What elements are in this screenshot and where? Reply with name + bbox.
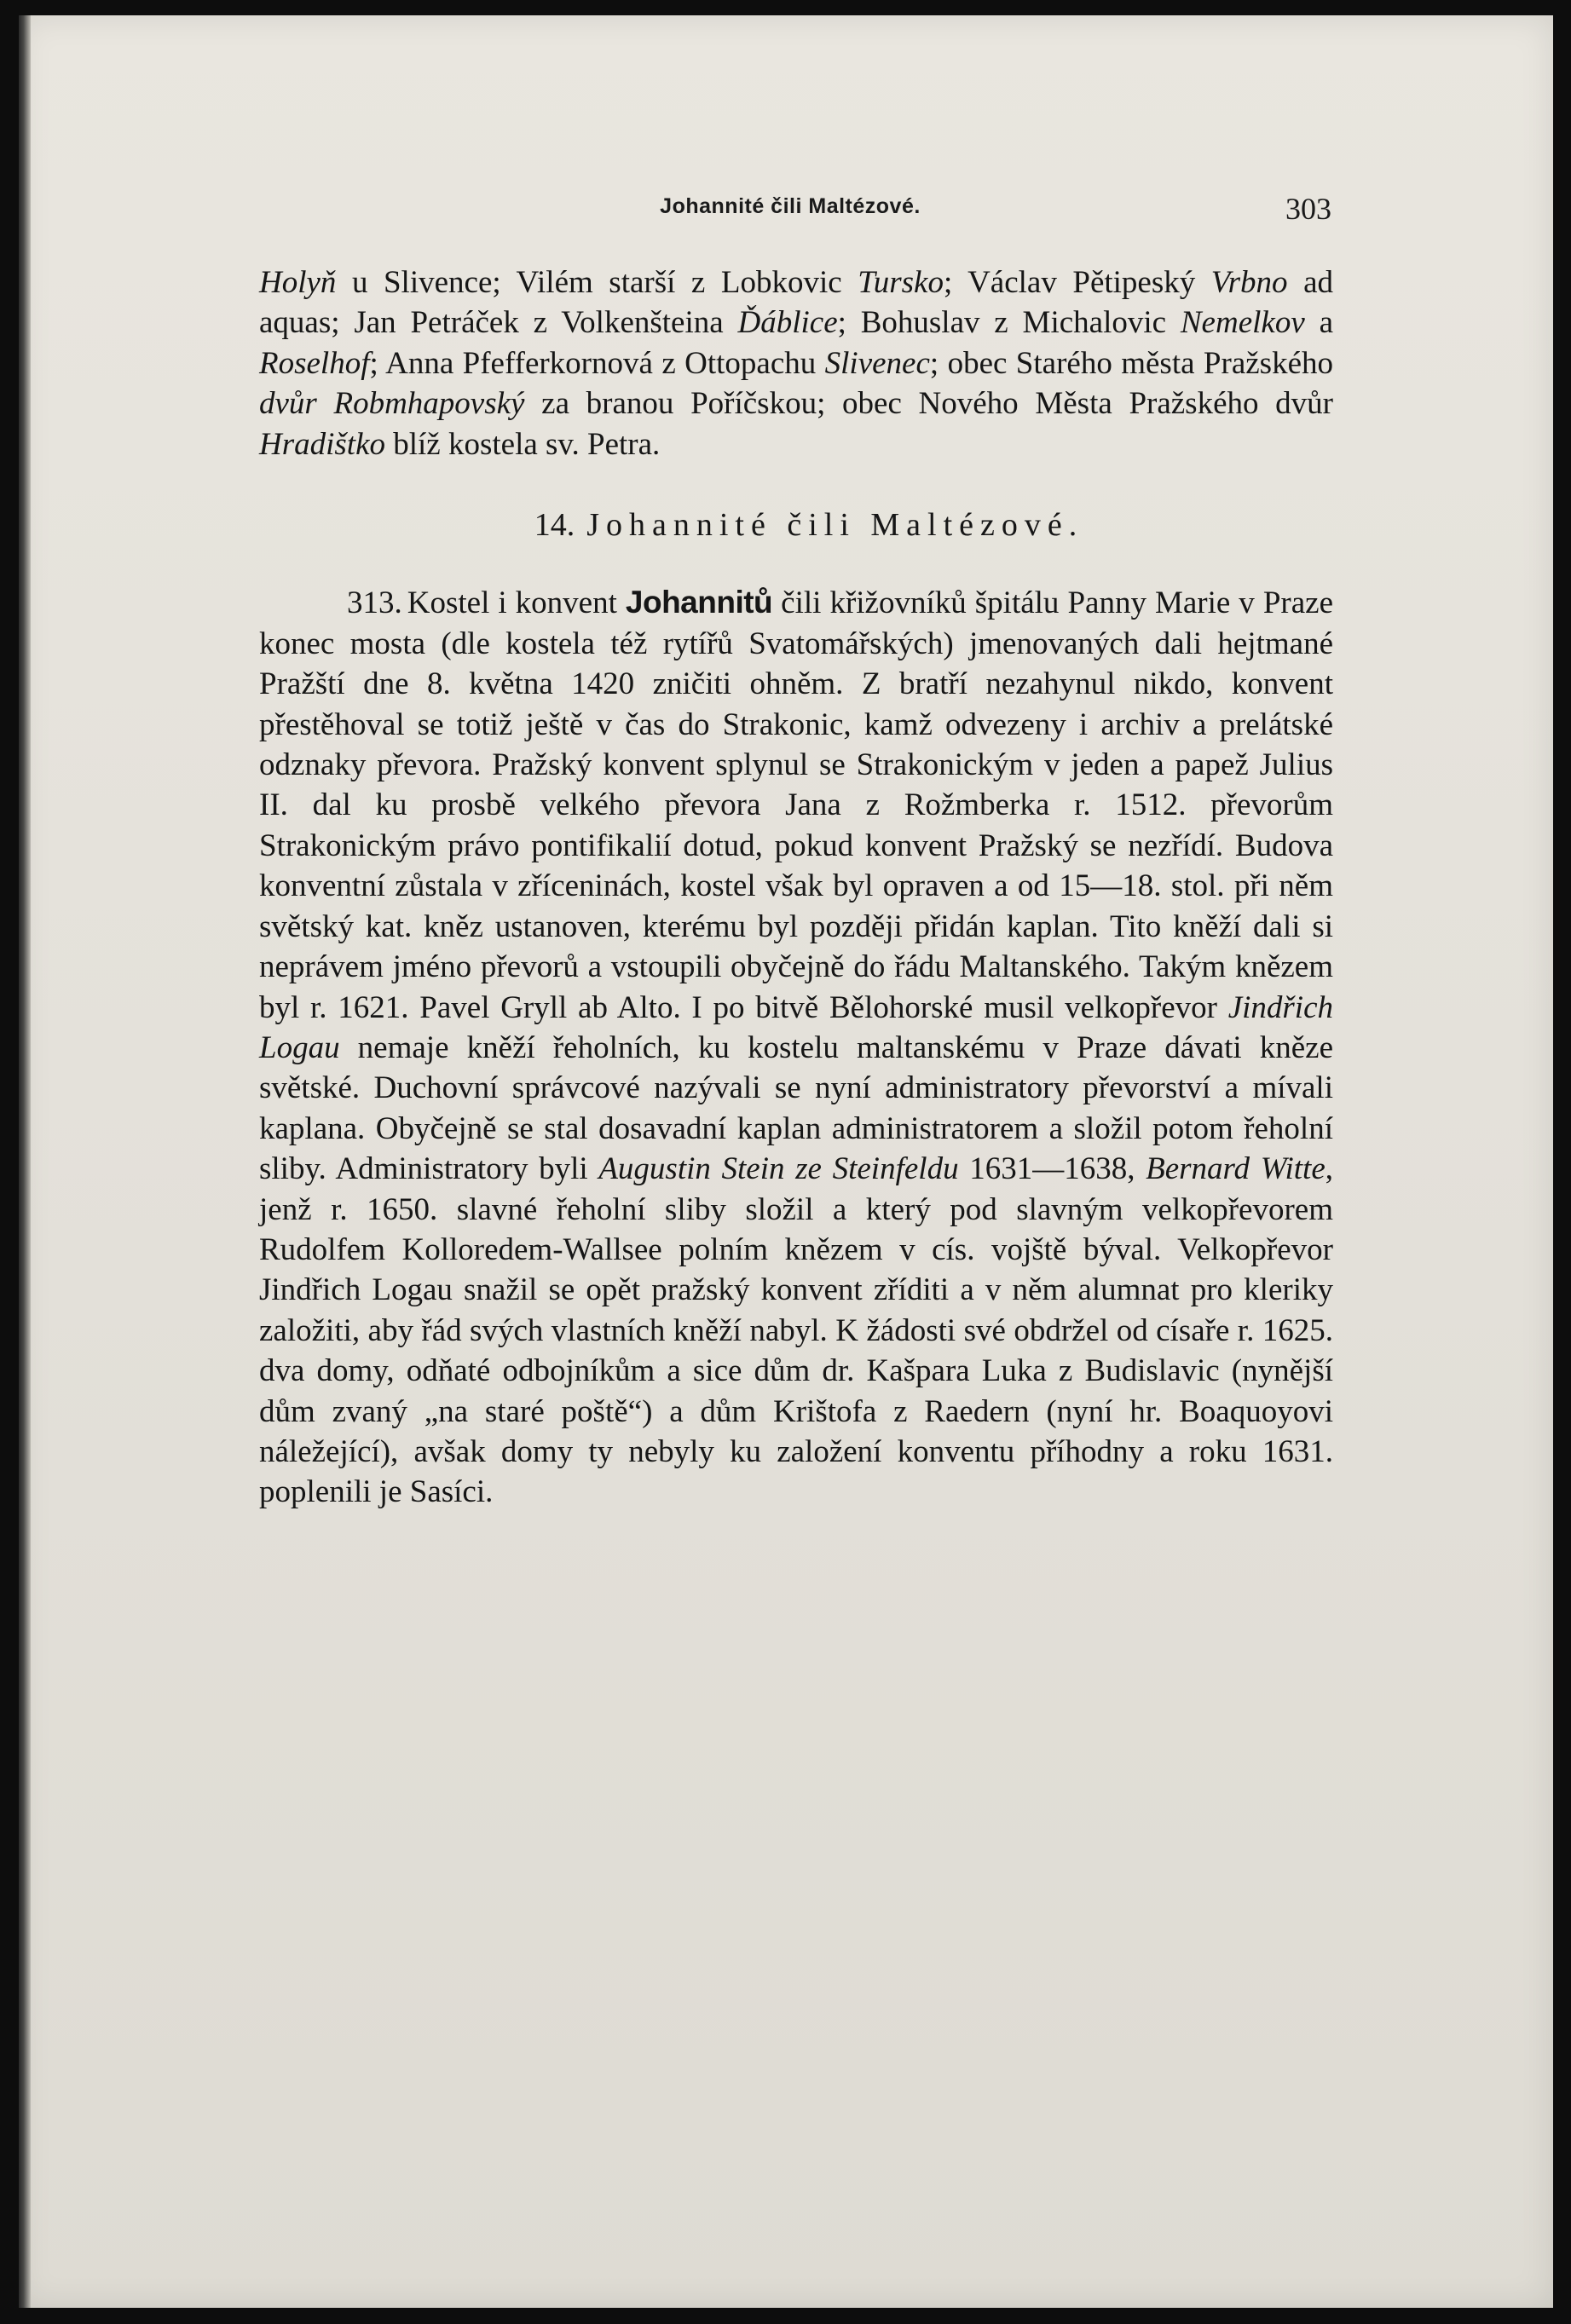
paragraph-number: 313. <box>347 585 402 621</box>
place-name: Roselhof <box>259 345 370 381</box>
continued-paragraph <box>259 262 1333 464</box>
section-number: 14. <box>534 507 575 544</box>
person-name: Jindřich Logau <box>259 989 1333 1065</box>
text-run: za branou Poříčskou; obec Nového Města Pražského dvůr <box>524 386 1333 422</box>
text-run: a <box>1304 305 1333 341</box>
binding-edge <box>19 15 31 2308</box>
place-name: Vrbno <box>1210 265 1288 300</box>
text-run: nemaje kněží řeholních, ku kostelu maltanskému v Praze dávati kněze světské. Duchovní správcové nazývali se nyní administratory převorství a mívali kaplana. Obyčejně se stal dosavadní kaplan administratorem a složil potom řeholní sliby. Administratory byli <box>259 1029 1333 1187</box>
highlighted-term: Johannitů <box>625 585 773 620</box>
section-paragraph <box>259 582 1333 1512</box>
text-run: blíž kostela sv. Petra. <box>385 426 661 462</box>
page-number: 303 <box>1285 192 1331 226</box>
section-title: Johannité čili Maltézové. <box>586 507 1084 544</box>
place-name: Hradištko <box>259 426 385 462</box>
section-heading <box>259 505 1333 545</box>
text-run: ; obec Starého města Pražského <box>929 345 1333 381</box>
text-run: , jenž r. 1650. slavné řeholní sliby složil a který pod slavným velkopřevorem Rudolfem Kolloredem-Wallsee polním knězem v cís. vojště býval. Velkopřevor Jindřich Logau snažil se opět pražský konvent zříditi a v něm alumnat pro kleriky založiti, aby řád svých vlastních kněží nabyl. K žádosti své obdržel od císaře r. 1625. dva domy, odňaté odbojníkům a sice dům dr. Kašpara Luka z Budislavic (nynější dům zvaný „na staré poště“) a dům Krištofa z Raedern (nyní hr. Boaquoyovi náležející), avšak domy ty nebyly ku založení konventu příhodny a roku 1631. poplenili je Sasíci. <box>259 1151 1333 1510</box>
book-page <box>19 15 1553 2308</box>
place-name: dvůr Robmhapovský <box>259 386 525 422</box>
place-name: Tursko <box>858 265 944 300</box>
text-run: ad aquas; Jan Petráček z Volkenšteina <box>259 265 1333 341</box>
text-block <box>259 262 1333 1513</box>
place-name: Ďáblice <box>737 305 838 341</box>
place-name: Slivenec <box>824 345 930 381</box>
text-run: ; Bohuslav z Michalovic <box>837 305 1181 341</box>
text-run: Kostel i konvent <box>407 585 626 621</box>
text-run: u Slivence; Vilém starší z Lobkovic <box>336 265 858 300</box>
person-name: Bernard Witte <box>1146 1151 1326 1187</box>
running-head <box>249 194 1331 228</box>
text-run: ; Anna Pfefferkornová z Ottopachu <box>369 345 825 381</box>
person-name: Augustin Stein ze Steinfeldu <box>598 1151 959 1187</box>
place-name: Nemelkov <box>1180 305 1305 341</box>
running-head-title: Johannité čili Maltézové. <box>660 194 921 218</box>
text-run: ; Václav Pětipeský <box>943 265 1211 300</box>
text-run: 1631—1638, <box>958 1151 1146 1187</box>
text-run: čili křižovníků špitálu Panny Marie v Praze konec mosta (dle kostela též rytířů Svatomářských) jmenovaných dali hejtmané Pražští dne 8. května 1420 zničiti ohněm. Z bratří nezahynul nikdo, konvent přestěhoval se totiž ještě v čas do Strakonic, kamž odvezeny i archiv a prelátské odznaky převora. Pražský konvent splynul se Strakonickým v jeden a papež Julius II. dal ku prosbě velkého převora Jana z Rožmberka r. 1512. převorům Strakonickým právo pontifikalií dotud, pokud konvent Pražský se nezřídí. Budova konventní zůstala v zříceninách, kostel však byl opraven a od 15—18. stol. při něm světský kat. kněz ustanoven, kterému byl později přidán kaplan. Tito kněží dali si neprávem jméno převorů a vstoupili obyčejně do řádu Maltanského. Takým knězem byl r. 1621. Pavel Gryll ab Alto. I po bitvě Bělohorské musil velkopřevor <box>259 585 1333 1025</box>
place-name: Holyň <box>259 265 337 300</box>
